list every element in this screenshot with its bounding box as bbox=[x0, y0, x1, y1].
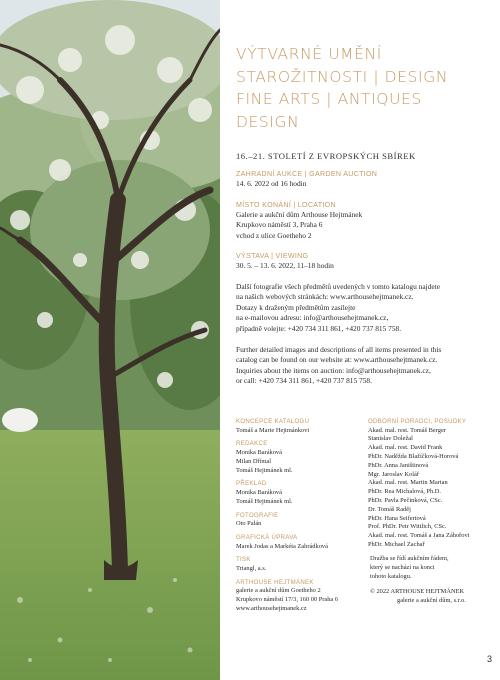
expert-name: Dr. Tomáš Raděj bbox=[368, 505, 411, 513]
title-line: FINE ARTS | ANTIQUES bbox=[236, 90, 422, 108]
venue-line: Krupkovo náměstí 3, Praha 6 bbox=[236, 220, 323, 230]
venue-line: Galerie a aukční dům Arthouse Hejtmánek bbox=[236, 210, 363, 219]
page-number: 3 bbox=[487, 654, 493, 664]
copyright-line: galerie a aukční dům, s.r.o. bbox=[397, 596, 466, 604]
title-line: VÝTVARNÉ UMĚNÍ bbox=[236, 45, 382, 63]
venue-label: MÍSTO KONÁNÍ | LOCATION bbox=[236, 201, 336, 209]
info-line: na e-mailovou adresu: info@arthousehejtmanek.cz, bbox=[236, 313, 389, 323]
credit-line: Tomáš Hejtmánek ml. bbox=[236, 497, 293, 505]
venue-info bbox=[236, 200, 362, 241]
info-line: na našich webových stránkách: www.arthousehejtmanek.cz. bbox=[236, 292, 414, 302]
expert-name: PhDr. Naděžda Blažíčková-Horová bbox=[368, 452, 459, 460]
credit-label: REDAKCE bbox=[236, 440, 268, 448]
credit-line: Monika Baráková bbox=[236, 488, 282, 496]
note-line: Dražba se řídí aukčním řádem, bbox=[370, 555, 449, 562]
expert-name: Akad. mal. rest. David Frank bbox=[368, 444, 443, 452]
venue-line: vchod z ulice Goetheho 2 bbox=[236, 230, 312, 240]
expert-name: Akad. mal. rest. Tomáš a Jana Záhořovi bbox=[368, 532, 470, 540]
credit-label: KONCEPCE KATALOGU bbox=[236, 418, 310, 425]
info-english bbox=[236, 345, 441, 387]
expert-name: Mgr. Jaroslav Kolář bbox=[368, 470, 419, 478]
credit-label: GRAFICKÁ ÚPRAVA bbox=[236, 533, 298, 541]
info-line: Inquiries about the items on auction: info@arthousehejtmanek.cz, bbox=[236, 365, 431, 375]
expert-name: PhDr. Anna Janištinová bbox=[368, 461, 429, 469]
credits-left bbox=[236, 418, 361, 614]
auction-rules-note bbox=[370, 555, 449, 581]
expert-name: PhDr. Michael Zachař bbox=[368, 540, 425, 548]
viewing-label: VÝSTAVA | VIEWING bbox=[236, 252, 309, 260]
copyright bbox=[370, 588, 466, 606]
note-line: který se nachází na konci bbox=[370, 563, 435, 571]
experts-label: ODBORNÍ PORADCI, POSUDKY bbox=[368, 418, 467, 425]
note-line: tohoto katalogu. bbox=[370, 572, 412, 580]
expert-name: Prof. PhDr. Petr Wittlich, CSc. bbox=[368, 523, 447, 531]
credit-label: PŘEKLAD bbox=[236, 480, 267, 488]
credit-line: Oto Palán bbox=[236, 520, 262, 528]
info-line: Další fotografie všech předmětů uvedených v tomto katalogu najdete bbox=[236, 282, 440, 291]
catalog-subtitle: 16.–21. STOLETÍ Z EVROPSKÝCH SBÍREK bbox=[236, 151, 416, 161]
expert-name: PhDr. Hana Seifertová bbox=[368, 514, 426, 522]
credit-line: Tomáš Hejtmánek ml. bbox=[236, 466, 293, 474]
expert-name: Akad. mal. rest. Martin Martan bbox=[368, 479, 448, 487]
info-line: catalog can be found on our website at: www.arthousehejtmanek.cz. bbox=[236, 355, 438, 365]
title-line: DESIGN bbox=[236, 112, 300, 131]
viewing-dates: 30. 5. – 13. 6. 2022, 11–18 hodin bbox=[236, 261, 334, 270]
credit-label: TISK bbox=[236, 556, 251, 564]
expert-name: Akad. mal. rest. Tomáš Berger bbox=[368, 426, 446, 434]
info-line: Dotazy k draženým předmětům zasílejte bbox=[236, 302, 356, 312]
credit-line: Triangl, a.s. bbox=[236, 564, 267, 572]
website-text: www.arthousehejtmanek.cz bbox=[236, 604, 307, 612]
credit-line: Milan Dřímal bbox=[236, 457, 271, 465]
expert-name: PhDr. Pavla Pečinková, CSc. bbox=[368, 496, 443, 504]
garden-tree-photo bbox=[0, 0, 220, 680]
auction-date: 14. 6. 2022 od 16 hodin bbox=[236, 179, 307, 188]
credit-line: galerie a aukční dům Goetheho 2 bbox=[236, 587, 321, 595]
credit-label: FOTOGRAFIE bbox=[236, 511, 279, 519]
expert-name: Stanislav Doležal bbox=[368, 435, 413, 443]
viewing-info bbox=[236, 251, 334, 271]
experts-list bbox=[368, 418, 498, 550]
info-czech bbox=[236, 282, 440, 334]
title-line: STAROŽITNOSTI | DESIGN bbox=[236, 67, 449, 86]
info-line: or call: +420 734 311 861, +420 737 815 758. bbox=[236, 376, 372, 386]
credit-line: Krupkovo náměstí 17/3, 160 00 Praha 6 bbox=[236, 596, 339, 604]
credit-line: Tomáš a Marie Hejtmánkovi bbox=[236, 426, 310, 434]
credit-label: ARTHOUSE HEJTMÁNEK bbox=[236, 578, 314, 586]
copyright-line: © 2022 ARTHOUSE HEJTMÁNEK bbox=[370, 588, 465, 595]
auction-label: ZAHRADNÍ AUKCE | GARDEN AUCTION bbox=[236, 170, 378, 178]
expert-name: PhDr. Rea Michalová, Ph.D. bbox=[368, 488, 441, 496]
catalog-title bbox=[236, 43, 486, 133]
credit-line: Marek Jodas a Markéta Zahrádková bbox=[236, 542, 328, 550]
info-line: případně volejte: +420 734 311 861, +420 737 815 758. bbox=[236, 323, 402, 333]
info-line: Further detailed images and descriptions of all items presented in this bbox=[236, 345, 442, 354]
auction-info bbox=[236, 169, 377, 189]
credit-line: Monika Baráková bbox=[236, 448, 282, 456]
tree-illustration bbox=[0, 0, 220, 680]
